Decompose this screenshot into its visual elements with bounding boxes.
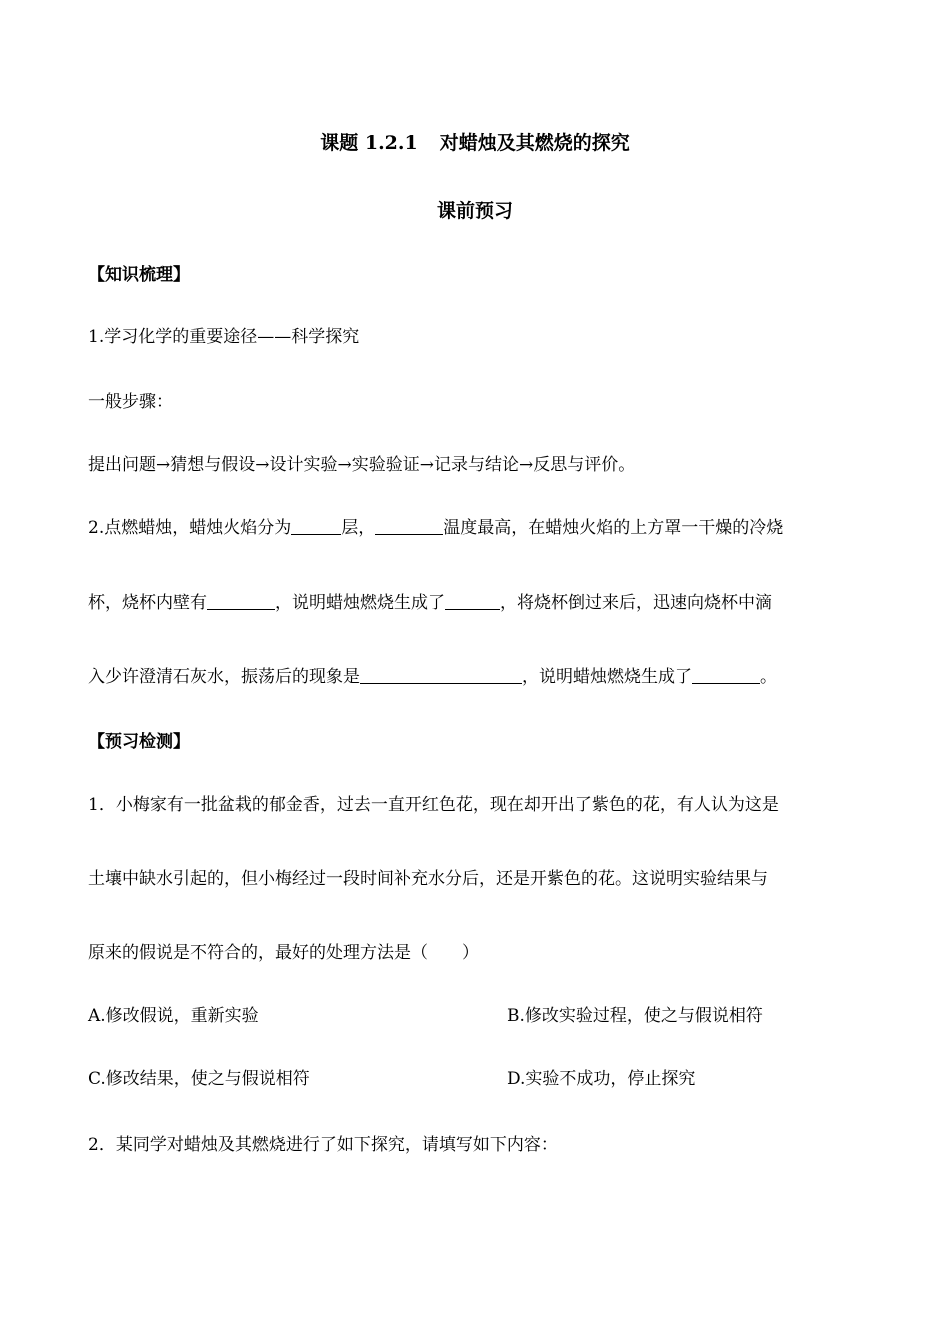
knowledge-item-2-line-2: 杯，烧杯内壁有 ，说明蜡烛燃烧生成了 ，将烧杯倒过来后，迅速向烧杯中滴 — [88, 593, 772, 613]
option-d[interactable]: D.实验不成功，停止探究 — [507, 1069, 696, 1089]
question-1-line-2: 土壤中缺水引起的，但小梅经过一段时间补充水分后，还是开紫色的花。这说明实验结果与 — [88, 869, 768, 889]
page-title — [0, 129, 950, 157]
fill-blank-beaker-wall[interactable] — [207, 591, 275, 610]
option-c[interactable]: C.修改结果，使之与假说相符 — [88, 1069, 310, 1089]
title-code: 课题 1.2.1 — [320, 132, 418, 154]
question-2: 2．某同学对蜡烛及其燃烧进行了如下探究，请填写如下内容： — [88, 1135, 558, 1155]
page-subtitle: 课前预习 — [436, 200, 513, 222]
knowledge-item-2-line-3: 入少许澄清石灰水，振荡后的现象是 ，说明蜡烛燃烧生成了 。 — [88, 667, 777, 687]
steps-text: 提出问题→猜想与假设→设计实验→实验验证→记录与结论→反思与评价。 — [88, 455, 636, 475]
knowledge-item-2-line-1: 2.点燃蜡烛，蜡烛火焰分为 层， 温度最高，在蜡烛火焰的上方罩一干燥的冷烧 — [88, 518, 784, 538]
option-b[interactable]: B.修改实验过程，使之与假说相符 — [507, 1006, 763, 1026]
option-a[interactable]: A.修改假说，重新实验 — [88, 1006, 259, 1026]
section-heading-check: 【预习检测】 — [88, 732, 190, 752]
question-1-line-3: 原来的假说是不符合的，最好的处理方法是（ ） — [88, 943, 479, 963]
fill-blank-phenomenon[interactable] — [360, 665, 522, 684]
steps-label: 一般步骤： — [88, 392, 173, 412]
fill-blank-product-1[interactable] — [445, 591, 500, 610]
section-heading-knowledge: 【知识梳理】 — [88, 265, 190, 285]
title-text: 对蜡烛及其燃烧的探究 — [439, 132, 630, 154]
question-1-line-1: 1．小梅家有一批盆栽的郁金香，过去一直开红色花，现在却开出了紫色的花，有人认为这是 — [88, 795, 779, 815]
fill-blank-hottest-part[interactable] — [375, 516, 443, 535]
knowledge-item-1-title: 1.学习化学的重要途径——科学探究 — [88, 327, 360, 347]
fill-blank-product-2[interactable] — [692, 665, 760, 684]
fill-blank-layers[interactable] — [291, 516, 341, 535]
